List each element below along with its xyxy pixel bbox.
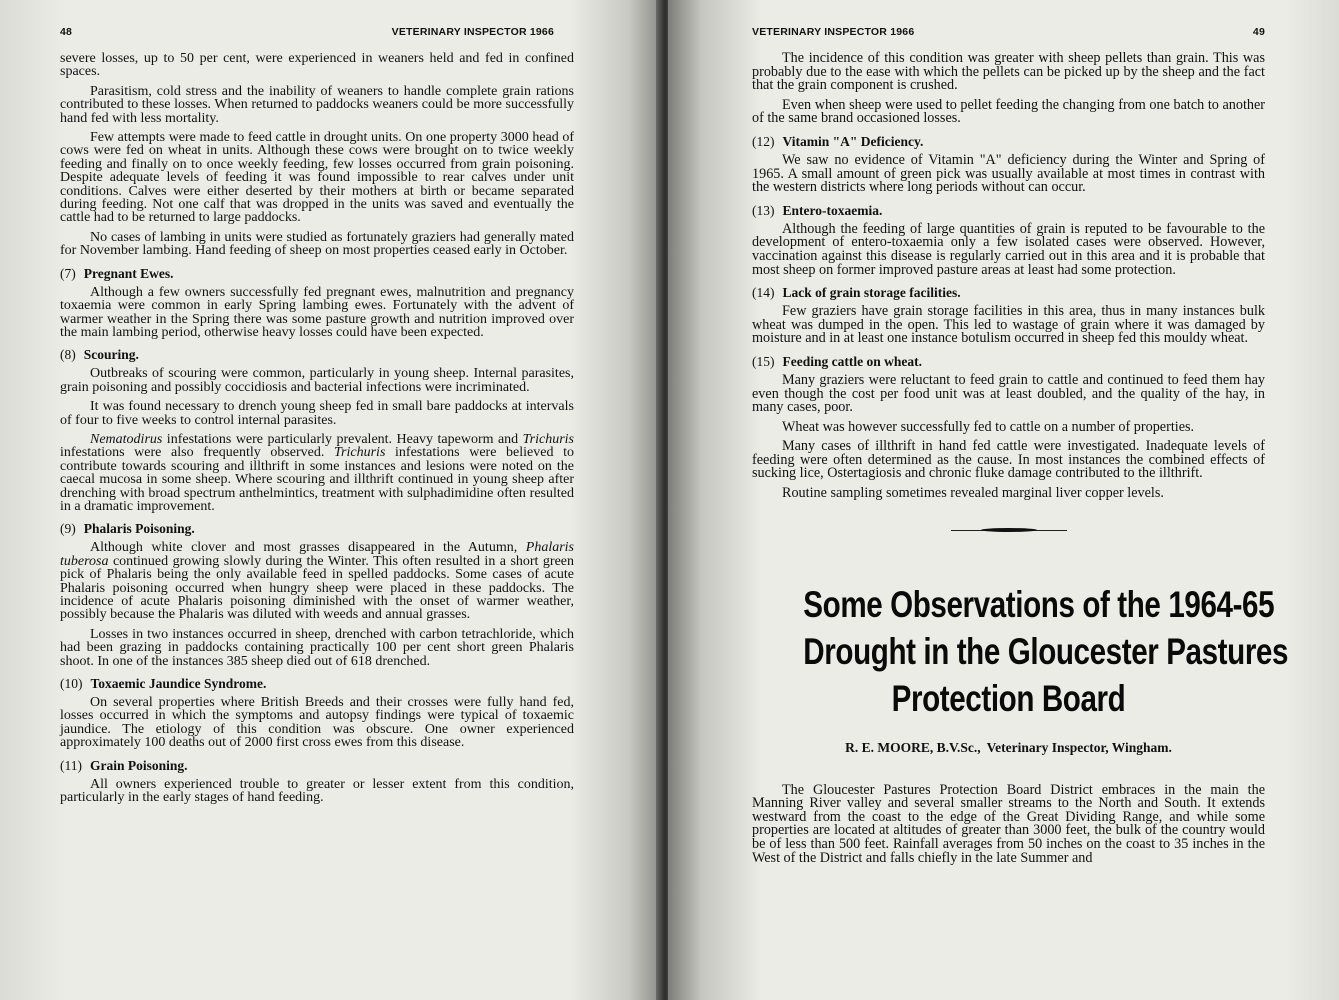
article-title-line: Some Observations of the 1964-65 — [803, 583, 1275, 625]
section-heading-15 — [752, 355, 1265, 369]
section-title: Phalaris Poisoning. — [83, 521, 195, 537]
article-title-line: Drought in the Gloucester Pastures — [803, 630, 1289, 672]
paragraph: Although the feeding of large quantities of grain is reputed to be favourable to the development of entero-toxaemia only a few isolated cases were observed. However, vaccination against this disease is regularly carried out in this area and it is probable that most sheep on former improved pasture areas at least had some protection. — [752, 220, 1265, 278]
paragraph: Outbreaks of scouring were common, particularly in young sheep. Internal parasites, grain poisoning and possibly coccidiosis and bacterial infections were incriminated. — [60, 366, 574, 395]
paragraph — [60, 541, 574, 621]
right-journal-title: VETERINARY INSPECTOR 1966 — [752, 26, 915, 38]
section-heading-7 — [60, 267, 574, 281]
section-title: Pregnant Ewes. — [83, 265, 174, 281]
divider-swell — [981, 528, 1037, 532]
article-byline — [752, 740, 1265, 756]
section-title: Entero-toxaemia. — [782, 202, 883, 218]
right-running-head — [752, 22, 1265, 42]
paragraph: severe losses, up to 50 per cent, were experienced in weaners held and fed in confined spaces. — [60, 51, 574, 80]
section-heading-8 — [60, 348, 574, 362]
section-title: Toxaemic Jaundice Syndrome. — [90, 676, 267, 692]
paragraph: Many graziers were reluctant to feed grain to cattle and continued to feed them hay even though the cost per food unit was at least doubled, and the quality of the hay, in many cases, poor. — [752, 371, 1265, 416]
section-number: (10) — [60, 676, 83, 692]
text-run: infestations were believed to contribute towards scouring and illthrift in some instances and lesions were noted on the caecal mucosa in some sheep. Where scouring and illthrift continued in young sheep after drenching with broad spectrum anthelmintics, treatment with sulphadimidine often resulted in a dramatic improvement. — [60, 445, 574, 514]
italic-term: Nematodirus — [90, 431, 163, 447]
section-title: Feeding cattle on wheat. — [782, 353, 922, 369]
section-number: (8) — [60, 347, 76, 363]
left-page-number: 48 — [60, 26, 73, 38]
paragraph: On several properties where British Breeds and their crosses were fully hand fed, losses occurred in which the symptoms and autopsy findings were typical of toxaemic jaundice. The etiology of this condition was obscure. One owner experienced approximately 100 deaths out of 2000 first cross ewes from this disease. — [60, 695, 574, 751]
section-title: Scouring. — [83, 347, 139, 363]
section-title: Grain Poisoning. — [90, 757, 188, 773]
italic-term: Trichuris — [334, 445, 386, 461]
section-heading-9 — [60, 522, 574, 536]
section-heading-13 — [752, 204, 1265, 218]
paragraph: We saw no evidence of Vitamin "A" deficiency during the Winter and Spring of 1965. A small amount of green pick was usually available at most times in contrast with the western districts where long periods without can occur. — [752, 151, 1265, 196]
text-run: continued growing slowly during the Winter. This often resulted in a short green pick of Phalaris being the only available feed in spelled paddocks. Some cases of acute Phalaris poisoning occurred when hungry sheep were placed in these paddocks. The incidence of acute Phalaris poisoning diminished with the onset of warmer weather, possibly because the Phalaris was diluted with weeds and annual grasses. — [60, 553, 574, 623]
section-divider-ornament — [951, 527, 1067, 535]
section-number: (14) — [752, 285, 775, 301]
paragraph: Even when sheep were used to pellet feeding the changing from one batch to another of the same brand occasioned losses. — [752, 96, 1265, 127]
text-run: infestations were also frequently observed. — [60, 445, 335, 461]
paragraph: Although a few owners successfully fed pregnant ewes, malnutrition and pregnancy toxaemia were common in early Spring lambing ewes. Fortunately with the advent of warmer weather in the Spring there was some pasture growth and nutrition improved over the main lambing period, otherwise heavy losses could have been expected. — [60, 284, 574, 340]
article-title-line: Protection Board — [891, 677, 1126, 719]
section-number: (13) — [752, 202, 775, 218]
paragraph: The Gloucester Pastures Protection Board District embraces in the main the Manning River valley and several smaller streams to the North and South. It extends westward from the coast to the edge of the Great Dividing Range, and while some properties are located at altitudes of greater than 3000 feet, the bulk of the country would be of less than 500 feet. Rainfall averages from 50 inches on the coast to 35 inches in the West of the District and falls chiefly in the late Summer and — [752, 781, 1265, 866]
paragraph — [60, 433, 574, 513]
paragraph: Few attempts were made to feed cattle in drought units. On one property 3000 head of cows were fed on wheat in units. Although these cows were brought on to twice weekly feeding and finally on to once weekly feeding, few losses occurred from grain poisoning. Despite adequate levels of feeding it was found impossible to rear calves under unit conditions. Calves were either deserted by their mothers at birth or became separated during feeding. Not one calf that was dropped in the units was saved and eventually the cattle had to be returned to large paddocks. — [60, 130, 574, 226]
italic-term: Phalaris tuberosa — [60, 540, 574, 569]
paragraph: Losses in two instances occurred in sheep, drenched with carbon tetrachloride, which had been grazing in paddocks containing practically 100 per cent short green Phalaris shoot. In one of the instances 385 sheep died out of 618 drenched. — [60, 626, 574, 669]
section-title: Vitamin "A" Deficiency. — [782, 133, 924, 149]
section-heading-14 — [752, 286, 1265, 300]
section-number: (7) — [60, 265, 76, 281]
author-name: R. E. MOORE, B.V.Sc., — [845, 739, 981, 755]
section-number: (12) — [752, 133, 775, 149]
paragraph: It was found necessary to drench young sheep fed in small bare paddocks at intervals of four to five weeks to control internal parasites. — [60, 399, 574, 428]
paragraph: Wheat was however successfully fed to cattle on a number of properties. — [782, 418, 1195, 435]
italic-term: Trichuris — [522, 431, 574, 447]
article-title — [803, 581, 1289, 722]
paragraph: Many cases of illthrift in hand fed cattle were investigated. Inadequate levels of feeding were often determined as the cause. In most instances the combined effects of sucking lice, Ostertagiosis and chronic fluke damage contributed to the illthrift. — [752, 438, 1265, 482]
section-heading-11 — [60, 759, 574, 773]
left-journal-title: VETERINARY INSPECTOR 1966 — [391, 26, 554, 38]
right-page-number: 49 — [1252, 26, 1265, 38]
paragraph: The incidence of this condition was greater with sheep pellets than grain. This was probably due to the ease with which the pellets can be picked up by the sheep and the fact that the grain component is crushed. — [752, 50, 1265, 94]
paragraph: Routine sampling sometimes revealed marginal liver copper levels. — [782, 485, 1164, 502]
section-number: (9) — [60, 521, 76, 537]
left-running-head — [60, 22, 574, 42]
section-heading-10 — [60, 677, 574, 691]
right-page — [668, 0, 1339, 1000]
paragraph: No cases of lambing in units were studied as fortunately graziers had generally mated for November lambing. Hand feeding of sheep on most properties ceased early in October. — [60, 229, 574, 259]
left-page — [0, 0, 662, 1000]
section-number: (15) — [752, 353, 775, 369]
section-title: Lack of grain storage facilities. — [782, 285, 961, 301]
text-run: infestations were particularly prevalent. Heavy tapeworm and — [162, 431, 523, 447]
section-heading-12 — [752, 135, 1265, 149]
paragraph: Few graziers have grain storage facilities in this area, thus in many instances bulk wheat was dumped in the open. This led to wastage of grain where it was damaged by moisture and in at least one instance botulism occurred in sheep fed this mouldy wheat. — [752, 303, 1265, 347]
paragraph: Parasitism, cold stress and the inability of weaners to handle complete grain rations contributed to these losses. When returned to paddocks weaners could be more successfully hand fed with less mortality. — [60, 83, 574, 126]
text-run: Although white clover and most grasses disappeared in the Autumn, — [90, 540, 526, 556]
paragraph: All owners experienced trouble to greater or lesser extent from this condition, particularly in the early stages of hand feeding. — [60, 776, 574, 806]
section-number: (11) — [60, 757, 82, 773]
author-role: Veterinary Inspector, Wingham. — [986, 739, 1172, 755]
